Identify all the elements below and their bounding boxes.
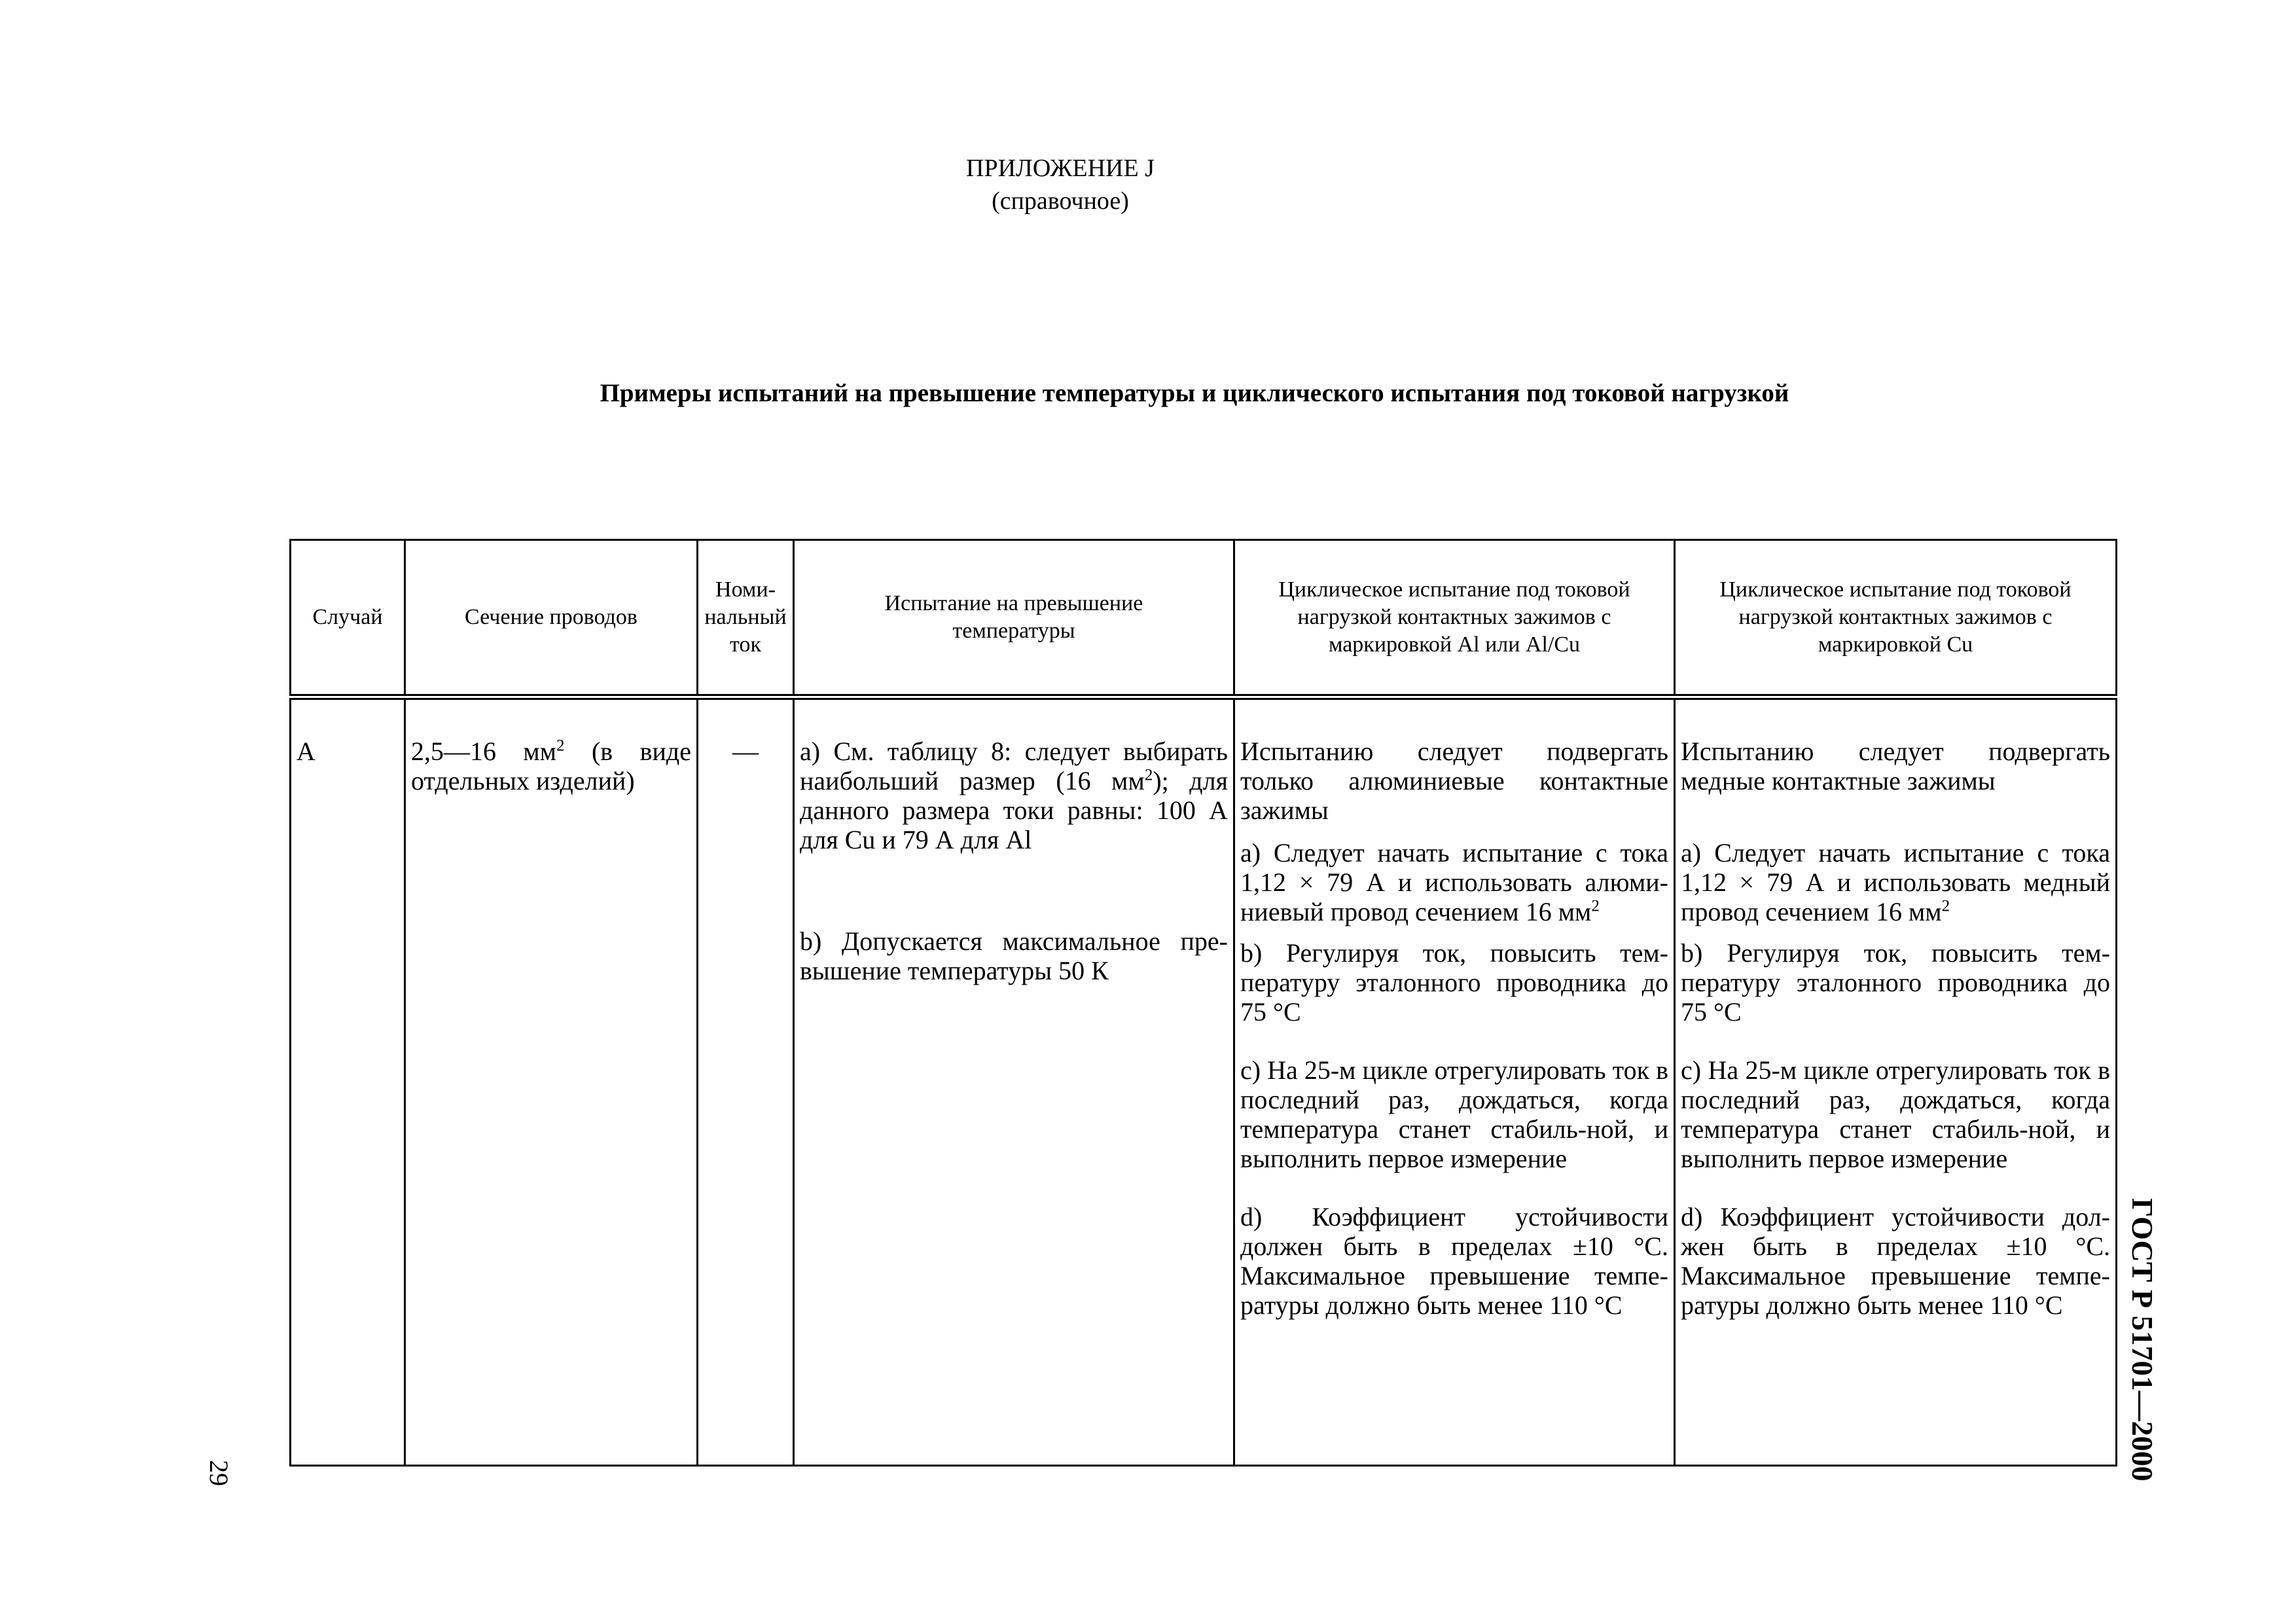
temp-item-b: b) Допускается максимальное пре-вышение температуры 50 К	[800, 926, 1228, 985]
temp-a-text: a) См. таблицу 8: следует выбирать наибольший размер (16 мм	[800, 737, 1228, 795]
document-title: Примеры испытаний на превышение температуры и циклического испытания под токовой нагрузкой	[600, 379, 1789, 407]
cell-cyclic-al	[1234, 697, 1675, 1466]
section-rest: (в виде отдельных изделий)	[411, 737, 691, 795]
al-item-c: c) На 25-м цикле отрегулировать ток в последний раз, дождаться, когда температура станет стабиль-ной, и выполнить первое измерение	[1240, 1055, 1668, 1173]
appendix-heading	[0, 152, 2121, 217]
appendix-type: (справочное)	[992, 187, 1129, 215]
temp-item-a	[800, 737, 1228, 854]
cell-temp-rise-test	[794, 697, 1234, 1466]
al-item-b: b) Регулируя ток, повысить тем-пературу эталонного проводника до 75 °С	[1240, 938, 1668, 1027]
section-text: 2,5—16 мм	[411, 737, 557, 766]
cell-cyclic-cu	[1675, 697, 2117, 1466]
header-cyclic-al: Циклическое испытание под токовой нагрузкой контактных зажимов с маркировкой Al или Al/Cu	[1234, 540, 1675, 697]
al-intro: Испытанию следует подвергать только алюминиевые контактные зажимы	[1240, 737, 1668, 825]
test-examples-table	[289, 539, 2117, 1467]
temp-a-rest: ); для данного размера токи равны: 100 А для Cu и 79 А для Al	[800, 766, 1228, 854]
cu-a-superscript: 2	[1941, 897, 1950, 915]
standard-designation: ГОСТ Р 51701—2000	[2126, 1198, 2159, 1482]
table-header-row	[291, 540, 2117, 697]
appendix-label: ПРИЛОЖЕНИЕ J	[966, 155, 1155, 182]
section-superscript: 2	[556, 737, 565, 755]
header-section: Сечение проводов	[405, 540, 698, 697]
cu-item-d: d) Коэффициент устойчивости дол- жен быть в пределах ±10 °С. Максимальное превышение темпе-ратуры должно быть менее 110 °С	[1681, 1202, 2110, 1320]
table-row	[291, 697, 2117, 1466]
cu-item-a	[1681, 838, 2110, 926]
header-case: Случай	[291, 540, 405, 697]
al-item-d: d) Коэффициент устойчивости должен быть в пределах ±10 °С. Максимальное превышение темпе-ратуры должно быть менее 110 °С	[1240, 1202, 1668, 1320]
header-nominal-current: Номи- нальный ток	[698, 540, 794, 697]
cu-item-c: c) На 25-м цикле отрегулировать ток в последний раз, дождаться, когда температура станет стабиль-ной, и выполнить первое измерение	[1681, 1055, 2110, 1173]
cu-intro: Испытанию следует подвергать медные контактные зажимы	[1681, 737, 2110, 795]
al-item-a	[1240, 838, 1668, 926]
temp-a-superscript: 2	[1144, 766, 1153, 784]
cell-case: A	[291, 697, 405, 1466]
cell-section	[405, 697, 698, 1466]
al-a-superscript: 2	[1591, 897, 1600, 915]
cell-nominal-current: —	[698, 697, 794, 1466]
cu-item-b: b) Регулируя ток, повысить тем-пературу эталонного проводника до 75 °С	[1681, 938, 2110, 1027]
header-cyclic-cu: Циклическое испытание под токовой нагрузкой контактных зажимов с маркировкой Cu	[1675, 540, 2117, 697]
header-temp-rise-test: Испытание на превышение температуры	[794, 540, 1234, 697]
cu-a-text: a) Следует начать испытание с тока 1,12 × 79 А и использовать медный провод сечением 16 мм	[1681, 838, 2110, 926]
page-number: 29	[204, 1460, 234, 1486]
al-a-text: a) Следует начать испытание с тока 1,12 × 79 А и использовать алюми-ниевый провод сечением 16 мм	[1240, 838, 1668, 926]
